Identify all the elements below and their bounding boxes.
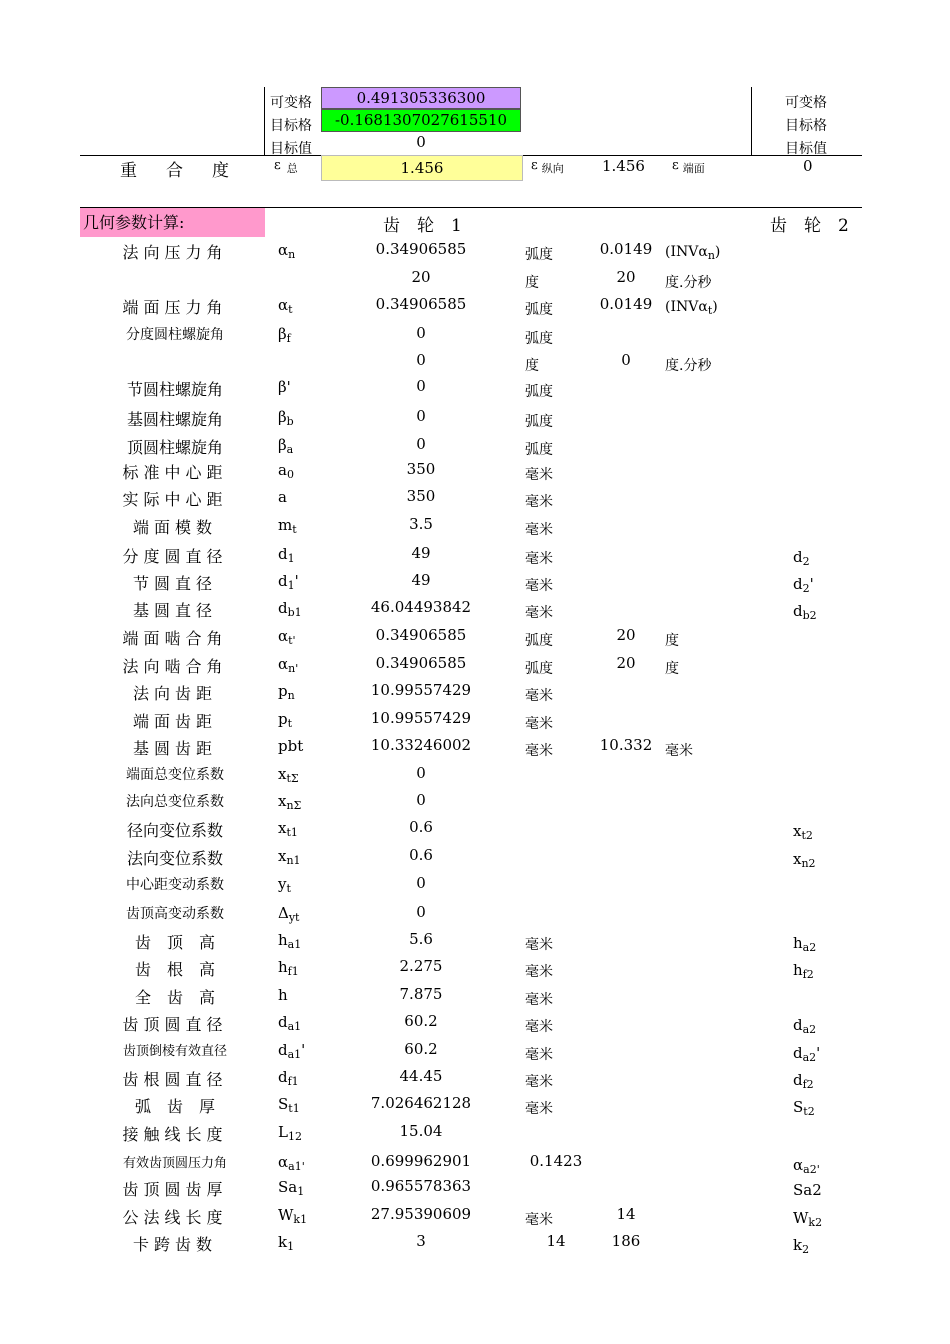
param-label: 卡跨齿数 [132,1235,217,1254]
param-value[interactable]: 15.04 [399,1122,443,1140]
param-label: 基圆柱螺旋角 [126,410,223,429]
param-label: 分度圆柱螺旋角 [126,327,224,343]
param-unit: 毫米 [525,1047,553,1063]
param-value[interactable]: 60.2 [404,1040,438,1058]
target-cell-label: 目标格 [270,118,312,134]
gear2-symbol: $S_{t2}$ [793,1098,815,1118]
param-symbol: h [278,986,288,1004]
param-value[interactable]: 44.45 [399,1067,443,1085]
eps-total-value[interactable]: 1.456 [321,155,523,181]
param-secondary-unit: (INVα$_t$) [665,299,718,317]
param-value[interactable]: 27.95390609 [370,1205,472,1223]
gear2-header: 齿 轮 2 [770,216,849,236]
gear2-symbol: $x_{n2}$ [793,850,816,870]
param-value[interactable]: 0.699962901 [370,1152,472,1170]
param-label: 基圆直径 [132,601,217,620]
param-unit: 弧度 [525,633,553,649]
param-symbol: $\alpha_{a1'}$ [278,1153,305,1173]
param-secondary-value: 20 [616,626,636,644]
param-label: 齿顶高变动系数 [126,906,224,922]
target-cell-input[interactable]: -0.1681307027615510 [321,109,521,132]
param-secondary-value: 0 [621,351,631,369]
param-unit: 毫米 [525,1101,553,1117]
param-symbol: $h_{a1}$ [278,931,302,951]
param-unit: 毫米 [525,937,553,953]
param-secondary-value: 186 [611,1232,641,1250]
param-label: 端面模数 [132,518,217,537]
param-symbol: $x_{t1}$ [278,819,298,839]
param-label: 齿顶圆齿厚 [122,1180,228,1199]
param-value[interactable]: 60.2 [404,1012,438,1030]
param-value[interactable]: 49 [411,544,431,562]
param-value[interactable]: 7.875 [399,985,443,1003]
gear2-symbol: $k_2$ [793,1236,810,1256]
param-unit: 弧度 [525,331,553,347]
param-symbol: $d_1$ [278,545,295,565]
param-value[interactable]: 0 [416,764,426,782]
target-value-label: 目标值 [270,141,312,157]
param-label: 全 齿 高 [134,988,215,1007]
param-symbol: $x_{t\Sigma}$ [278,765,299,785]
param-secondary-unit: 毫米 [665,743,693,759]
param-unit: 毫米 [525,605,553,621]
param-unit: 弧度 [525,661,553,677]
param-symbol: $x_{n1}$ [278,847,301,867]
param-unit: 弧度 [525,302,553,318]
param-secondary-value: 0.0149 [599,240,653,258]
param-symbol: $\alpha_{t'}$ [278,627,296,647]
param-label: 齿 根 高 [134,960,215,979]
param-value[interactable]: 20 [411,268,431,286]
param-unit: 毫米 [525,578,553,594]
param-label: 齿顶倒棱有效直径 [122,1044,227,1059]
param-secondary-value: 20 [616,268,636,286]
param-value[interactable]: 0 [416,324,426,342]
param-label: 齿顶圆直径 [122,1015,228,1034]
param-symbol: $d_{a1}$ [278,1013,302,1033]
param-symbol: $y_t$ [278,875,291,895]
param-label: 法向变位系数 [126,849,223,868]
param-unit: 毫米 [525,467,553,483]
param-label: 端面啮合角 [122,629,228,648]
param-symbol: a [278,488,287,506]
gear2-symbol: $d_{a2}$ [793,1016,817,1036]
param-label: 径向变位系数 [126,821,223,840]
param-label: 节圆柱螺旋角 [126,380,223,399]
param-secondary-unit: 度 [665,661,679,677]
param-symbol: $\alpha_t$ [278,296,293,316]
param-value[interactable]: 10.99557429 [370,709,472,727]
param-value[interactable]: 0.34906585 [375,295,467,313]
gear1-header: 齿 轮 1 [383,216,462,236]
param-symbol: $\alpha_n$ [278,241,296,261]
param-unit: 度 [525,358,539,374]
param-symbol: $L_{12}$ [278,1123,302,1143]
param-symbol: pbt [278,737,304,755]
param-label: 分度圆直径 [122,547,228,566]
right-target-value-label: 目标值 [785,141,827,157]
eps-face-value: 0 [803,157,813,175]
param-symbol: $h_{f1}$ [278,958,299,978]
gear2-symbol: $d_{a2}'$ [793,1044,821,1064]
param-symbol: $\beta_f$ [278,325,291,345]
param-value[interactable]: 0 [416,791,426,809]
param-unit: 毫米 [525,964,553,980]
gear2-symbol: $h_{a2}$ [793,934,817,954]
param-label: 法向啮合角 [122,657,228,676]
param-unit: 毫米 [525,1074,553,1090]
param-value[interactable]: 0.965578363 [370,1177,472,1195]
param-symbol: $d_{f1}$ [278,1068,299,1088]
param-label: 实际中心距 [122,490,228,509]
param-label: 中心距变动系数 [126,877,224,893]
param-unit: 毫米 [525,716,553,732]
param-label: 法向齿距 [132,684,217,703]
param-value[interactable]: 350 [406,487,436,505]
param-secondary-value: 0.0149 [599,295,653,313]
param-label: 基圆齿距 [132,739,217,758]
param-value[interactable]: 0 [416,351,426,369]
param-unit: 毫米 [525,494,553,510]
eps-axial-symbol: ε $_{纵向}$ [531,158,564,175]
param-value[interactable]: 0.34906585 [375,626,467,644]
param-label: 有效齿顶圆压力角 [122,1156,227,1171]
param-label: 端面压力角 [122,298,228,317]
eps-face-symbol: ε $_{端面}$ [672,158,705,175]
param-label: 公法线长度 [122,1208,228,1227]
param-value[interactable]: 0 [416,903,426,921]
param-symbol: $Sa_1$ [278,1178,305,1198]
param-label: 节圆直径 [132,574,217,593]
gear2-symbol: $h_{f2}$ [793,961,814,981]
param-label: 齿 顶 高 [134,933,215,952]
param-symbol: $p_t$ [278,710,293,730]
param-label: 法向总变位系数 [126,794,224,810]
gear2-symbol: $\alpha_{a2'}$ [793,1156,820,1176]
gear2-symbol: $d_2'$ [793,575,814,595]
param-symbol: $d_{b1}$ [278,599,302,619]
gear2-symbol: $x_{t2}$ [793,822,813,842]
param-unit: 毫米 [525,688,553,704]
param-unit: 弧度 [525,384,553,400]
param-unit: 毫米 [525,522,553,538]
param-secondary-unit: 度.分秒 [665,358,712,374]
param-symbol: $d_{a1}'$ [278,1041,306,1061]
param-symbol: $p_n$ [278,682,295,702]
var-cell-input[interactable]: 0.491305336300 [321,87,521,109]
right-target-label: 目标格 [785,118,827,134]
param-value[interactable]: 0 [416,407,426,425]
param-unit: 弧度 [525,442,553,458]
param-secondary-unit: (INVα$_n$) [665,244,721,262]
param-extra-value: 0.1423 [529,1152,583,1170]
param-symbol: $\alpha_{n'}$ [278,655,299,675]
param-secondary-value: 10.332 [599,736,653,754]
param-label: 法向压力角 [122,243,228,262]
param-value[interactable]: 46.04493842 [370,598,472,616]
param-symbol: $W_{k1}$ [278,1206,308,1226]
param-value[interactable]: 0.6 [409,818,433,836]
param-label: 顶圆柱螺旋角 [126,438,223,457]
param-label: 端面齿距 [132,712,217,731]
param-symbol: $x_{n\Sigma}$ [278,792,302,812]
param-value[interactable]: 10.33246002 [370,736,472,754]
param-unit: 毫米 [525,1212,553,1228]
param-value[interactable]: 0 [416,435,426,453]
param-unit: 毫米 [525,992,553,1008]
param-value[interactable]: 7.026462128 [370,1094,472,1112]
param-symbol: $\Delta_{yt}$ [278,904,300,924]
param-unit: 度 [525,275,539,291]
param-secondary-value: 14 [616,1205,636,1223]
eps-total-symbol: ε $_总$ [274,158,298,175]
param-label: 弧 齿 厚 [134,1097,215,1116]
border-right-top [751,87,752,155]
gear2-symbol: $d_{f2}$ [793,1071,814,1091]
param-symbol: $\beta_a$ [278,436,294,456]
var-cell-label: 可变格 [270,95,312,111]
overlap-label: 重 合 度 [120,161,235,181]
param-value[interactable]: 0.6 [409,846,433,864]
param-extra-value: 14 [546,1232,566,1250]
param-secondary-value: 20 [616,654,636,672]
param-label: 标准中心距 [122,463,228,482]
param-unit: 毫米 [525,1019,553,1035]
param-label: 接触线长度 [122,1125,228,1144]
param-secondary-unit: 度.分秒 [665,275,712,291]
param-value[interactable]: 3.5 [409,515,433,533]
target-value-cell[interactable]: 0 [416,133,426,151]
param-secondary-unit: 度 [665,633,679,649]
param-label: 端面总变位系数 [126,767,224,783]
param-unit: 毫米 [525,551,553,567]
param-value[interactable]: 3 [416,1232,426,1250]
param-value[interactable]: 0 [416,377,426,395]
gear2-symbol: $d_2$ [793,548,810,568]
param-symbol: $d_1'$ [278,572,299,592]
param-unit: 弧度 [525,247,553,263]
param-unit: 弧度 [525,414,553,430]
gear2-symbol: $d_{b2}$ [793,602,817,622]
param-symbol: $m_t$ [278,516,297,536]
param-value[interactable]: 0 [416,874,426,892]
param-value[interactable]: 49 [411,571,431,589]
param-label: 齿根圆直径 [122,1070,228,1089]
param-symbol: $a_0$ [278,461,294,481]
param-unit: 毫米 [525,743,553,759]
right-var-label: 可变格 [785,95,827,111]
param-symbol: $S_{t1}$ [278,1095,300,1115]
gear2-symbol: $W_{k2}$ [793,1209,823,1229]
param-value[interactable]: 5.6 [409,930,433,948]
gear2-symbol: Sa2 [793,1181,822,1199]
param-symbol: β' [278,378,291,396]
section-title: 几何参数计算: [80,208,265,237]
param-value[interactable]: 2.275 [399,957,443,975]
param-value[interactable]: 0.34906585 [375,240,467,258]
border-left-top [264,87,265,155]
param-symbol: $k_1$ [278,1233,295,1253]
param-value[interactable]: 0.34906585 [375,654,467,672]
param-symbol: $\beta_b$ [278,408,294,428]
eps-axial-value: 1.456 [602,157,645,175]
param-value[interactable]: 10.99557429 [370,681,472,699]
param-value[interactable]: 350 [406,460,436,478]
